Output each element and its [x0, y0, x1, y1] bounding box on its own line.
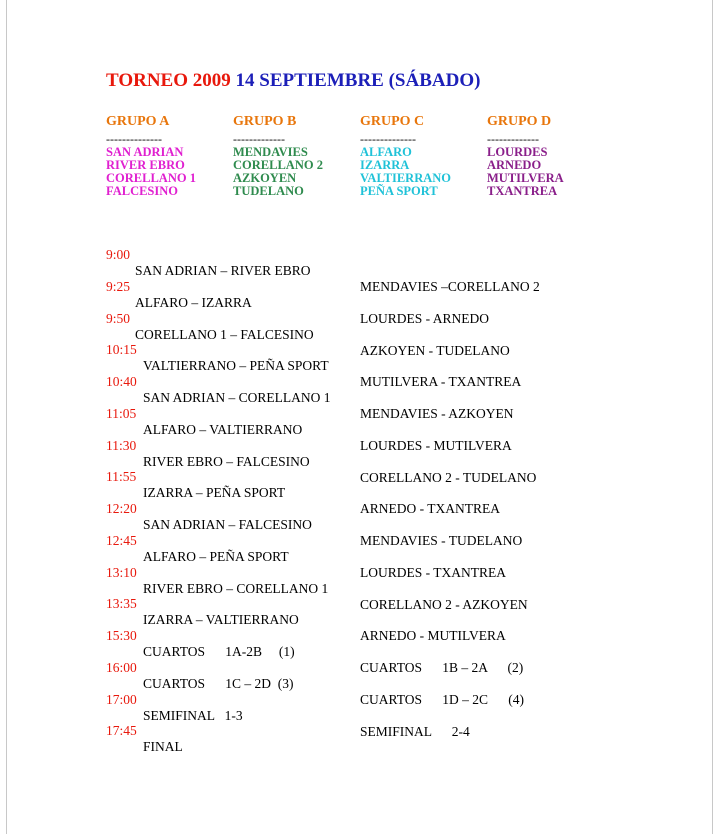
- match-time: 17:00: [106, 692, 137, 707]
- group-team: SAN ADRIAN: [106, 145, 184, 159]
- group-divider: -------------: [233, 132, 285, 146]
- group-d: [487, 114, 564, 198]
- match-field-2: CUARTOS 1D – 2C (4): [360, 692, 524, 707]
- group-c: [360, 114, 451, 198]
- group-heading: GRUPO A: [106, 114, 170, 129]
- match-field-2: LOURDES - MUTILVERA: [360, 438, 512, 453]
- match-field-2: MUTILVERA - TXANTREA: [360, 374, 522, 389]
- match-field-1: ALFARO – VALTIERRANO: [143, 422, 303, 437]
- group-heading: GRUPO B: [233, 114, 297, 129]
- match-field-2: ARNEDO - TXANTREA: [360, 501, 500, 516]
- group-team: TXANTREA: [487, 184, 558, 198]
- match-field-1: CUARTOS 1A-2B (1): [143, 644, 295, 659]
- match-field-1: RIVER EBRO – FALCESINO: [143, 454, 310, 469]
- match-field-1: IZARRA – PEÑA SPORT: [143, 485, 286, 500]
- match-field-1: SAN ADRIAN – CORELLANO 1: [143, 390, 331, 405]
- match-time: 15:30: [106, 628, 137, 643]
- group-team: IZARRA: [360, 158, 410, 172]
- group-team: RIVER EBRO: [106, 158, 185, 172]
- group-team: TUDELANO: [233, 184, 304, 198]
- group-team: ALFARO: [360, 145, 412, 159]
- group-team: MUTILVERA: [487, 171, 564, 185]
- group-team: CORELLANO 1: [106, 171, 196, 185]
- match-field-2: MENDAVIES –CORELLANO 2: [360, 279, 540, 294]
- match-field-1: CORELLANO 1 – FALCESINO: [135, 327, 314, 342]
- match-time: 9:50: [106, 311, 131, 326]
- match-field-2: MENDAVIES - TUDELANO: [360, 533, 523, 548]
- match-time: 11:55: [106, 469, 137, 484]
- group-team: FALCESINO: [106, 184, 179, 198]
- group-team: CORELLANO 2: [233, 158, 323, 172]
- match-time: 12:45: [106, 533, 137, 548]
- match-field-1: ALFARO – PEÑA SPORT: [143, 549, 289, 564]
- match-time: 10:40: [106, 374, 137, 389]
- match-field-2: LOURDES - ARNEDO: [360, 311, 490, 326]
- match-time: 9:25: [106, 279, 131, 294]
- group-heading: GRUPO C: [360, 114, 425, 129]
- match-field-2: SEMIFINAL 2-4: [360, 724, 470, 739]
- match-time: 12:20: [106, 501, 137, 516]
- group-team: VALTIERRANO: [360, 171, 452, 185]
- match-time: 13:35: [106, 596, 137, 611]
- match-field-1: RIVER EBRO – CORELLANO 1: [143, 581, 329, 596]
- group-team: ARNEDO: [487, 158, 542, 172]
- document-title: [106, 70, 480, 92]
- group-team: PEÑA SPORT: [360, 184, 438, 198]
- group-divider: --------------: [360, 132, 416, 146]
- group-b: [233, 114, 323, 198]
- group-heading: GRUPO D: [487, 114, 552, 129]
- match-field-1: SAN ADRIAN – FALCESINO: [143, 517, 312, 532]
- match-time: 16:00: [106, 660, 137, 675]
- match-field-2: MENDAVIES - AZKOYEN: [360, 406, 514, 421]
- match-time: 17:45: [106, 723, 137, 738]
- match-time: 11:30: [106, 438, 137, 453]
- match-field-2: CUARTOS 1B – 2A (2): [360, 660, 524, 675]
- match-field-2: LOURDES - TXANTREA: [360, 565, 506, 580]
- group-divider: --------------: [106, 132, 162, 146]
- match-field-1: ALFARO – IZARRA: [135, 295, 252, 310]
- match-time: 10:15: [106, 342, 137, 357]
- group-team: AZKOYEN: [233, 171, 297, 185]
- match-field-1: VALTIERRANO – PEÑA SPORT: [143, 358, 329, 373]
- match-field-2: CORELLANO 2 - AZKOYEN: [360, 597, 528, 612]
- group-team: MENDAVIES: [233, 145, 308, 159]
- group-divider: -------------: [487, 132, 539, 146]
- match-field-1: FINAL: [143, 739, 183, 754]
- match-field-2: CORELLANO 2 - TUDELANO: [360, 470, 537, 485]
- group-team: LOURDES: [487, 145, 548, 159]
- match-field-2: ARNEDO - MUTILVERA: [360, 628, 506, 643]
- match-field-2: AZKOYEN - TUDELANO: [360, 343, 510, 358]
- match-field-1: SAN ADRIAN – RIVER EBRO: [135, 263, 311, 278]
- match-field-1: IZARRA – VALTIERRANO: [143, 612, 299, 627]
- match-field-1: CUARTOS 1C – 2D (3): [143, 676, 294, 691]
- match-time: 9:00: [106, 247, 131, 262]
- title-tournament: TORNEO 2009: [106, 70, 231, 91]
- match-field-1: SEMIFINAL 1-3: [143, 708, 243, 723]
- group-a: [106, 114, 196, 198]
- match-time: 11:05: [106, 406, 137, 421]
- match-time: 13:10: [106, 565, 137, 580]
- title-date: 14 SEPTIEMBRE (SÁBADO): [235, 70, 481, 91]
